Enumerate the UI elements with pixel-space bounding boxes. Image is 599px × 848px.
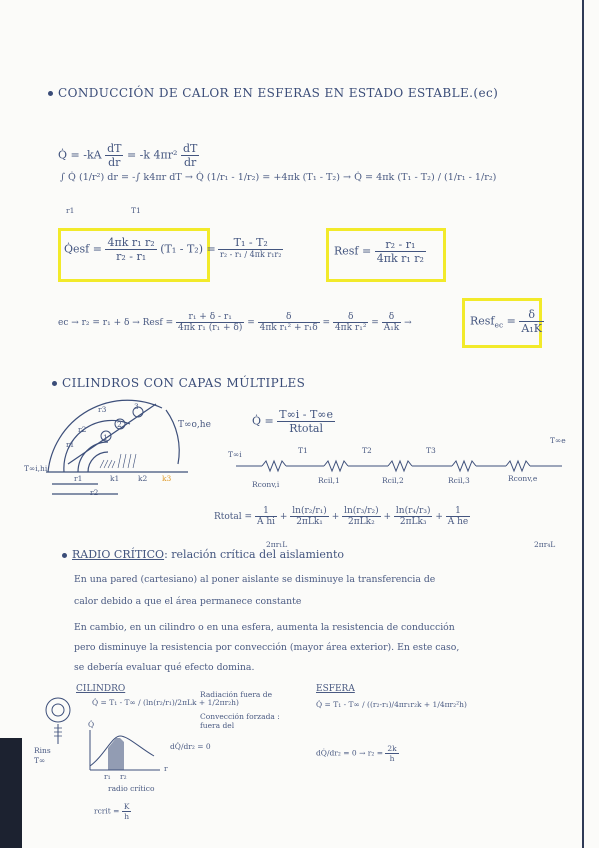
- chain-node-t2: T2: [362, 446, 372, 455]
- page-edge-line: [582, 0, 584, 848]
- equation-thin-shell: ec → r₂ = r₁ + δ → Resf = $\frac{\text{r₁ + δ - r₁}}{\text{4πk r₁ (r₁ + δ)}}$ = $\frac{\delta}{\text{4πk r₁² + r₁δ}}$ = $\frac{\delta}{\text{4πk r₁²}}$ = $\frac{\delta}{\text{A₁k}}$ →: [58, 312, 412, 333]
- label-k3: k3: [162, 474, 172, 483]
- term5-area: 2πr₄L: [534, 540, 556, 549]
- integral-limit: r1: [66, 206, 75, 215]
- equation-resf: Resf = $\frac{\text{r₂ - r₁}}{\text{4πk r₁ r₂}}$: [334, 238, 424, 265]
- label-axis-r1: r1: [74, 474, 83, 483]
- paragraph-1-line-2: calor debido a que el área permanece constante: [74, 596, 302, 607]
- equation-thin-shell-result: Resf$_{ec}$ = $\frac{\delta}{\text{A₁K}}$: [470, 308, 542, 335]
- paragraph-2-line-1: En cambio, en un cilindro o en una esfera, aumenta la resistencia de conducción: [74, 622, 455, 633]
- paragraph-2-line-3: se debería evaluar qué efecto domina.: [74, 662, 255, 673]
- label-layer-3: 3: [134, 402, 139, 411]
- chain-r-conv-i: Rconv,i: [252, 480, 280, 489]
- label-r1: r1: [66, 440, 75, 449]
- section-1-title: CONDUCCIÓN DE CALOR EN ESFERAS EN ESTADO ESTABLE.(ec): [48, 86, 498, 100]
- label-layer-2: 2: [117, 420, 122, 429]
- cylinder-cross-section-icon: [36, 694, 80, 748]
- sphere-heat-equation: Q̇ = T₁ - T∞ / ((r₂-r₁)/4πr₁r₂k + 1/4πr₂²h): [316, 700, 467, 709]
- bullet-icon: [62, 553, 67, 558]
- label-layer-1: 1: [103, 433, 108, 442]
- chain-node-tinf-e: T∞e: [550, 436, 566, 445]
- cylinder-note-convection: Convección forzada : fuera del: [200, 712, 280, 730]
- label-inner-fluid: T∞i,hi: [24, 464, 48, 473]
- chain-r-conv-e: Rconv,e: [508, 474, 538, 483]
- term1-area: 2πr₁L: [266, 540, 288, 549]
- cylinder-heat-equation: Q̇ = T₁ - T∞ / (ln(r₂/r₁)/2πLk + 1/2πr₂h): [92, 698, 239, 707]
- chain-node-t1: T1: [298, 446, 308, 455]
- chain-r-cil-1: Rcil,1: [318, 476, 340, 485]
- section-2-title: CILINDROS CON CAPAS MÚLTIPLES: [52, 376, 305, 390]
- label-r2: r2: [78, 425, 87, 434]
- label-tinf: T∞: [34, 756, 46, 765]
- multilayer-cylinder-diagram: [38, 394, 208, 504]
- critical-radius-graph: [84, 726, 164, 776]
- equation-q-total: Q̇ = $\frac{T\infty i - T\infty e}{\text{Rtotal}}$: [252, 408, 333, 435]
- bullet-icon: [48, 91, 53, 96]
- paragraph-1-line-1: En una pared (cartesiano) al poner aislante se disminuye la transferencia de: [74, 574, 436, 585]
- label-axis-r2: r2: [90, 488, 99, 497]
- sphere-title: ESFERA: [316, 684, 355, 694]
- chain-r-cil-3: Rcil,3: [448, 476, 470, 485]
- cylinder-title: CILINDRO: [76, 684, 126, 694]
- equation-qesf-resistance: $\frac{\text{T₁ - T₂}}{\text{r₂ - r₁ / 4πk r₁r₂}}$: [220, 236, 282, 259]
- label-outer-fluid: T∞o,he: [178, 420, 211, 430]
- equation-integration: ∫ Q̇ (1/r²) dr = -∫ k4πr dT → Q̇ (1/r₁ - 1/r₂) = +4πk (T₁ - T₂) → Q̇ = 4πk (T₁ - T₂) / (1/r₁ - 1/r₂): [60, 172, 497, 183]
- graph-rc: r₂: [120, 772, 127, 781]
- bullet-icon: [52, 381, 57, 386]
- paragraph-2-line-2: pero disminuye la resistencia por convección (mayor área exterior). En este caso,: [74, 642, 460, 653]
- scan-shadow: [0, 738, 22, 848]
- cylinder-derivative: dQ̇/dr₂ = 0: [170, 742, 211, 751]
- equation-fourier: Q̇ = -kA $\frac{dT}{dr}$ = -k 4πr² $\frac{dT}{dr}$: [58, 142, 198, 169]
- label-r3: r3: [98, 405, 107, 414]
- thermal-resistance-chain: [232, 446, 582, 476]
- equation-rtotal: Rtotal = $\frac{1}{\text{A hi}}$ + $\frac{\text{ln(r₂/r₁)}}{\text{2πLk₁}}$ + $\frac{\text{ln(r₃/r₂)}}{\text{2πLk₂}}$ + $\frac{\text{ln(r₄/r₃)}}{\text{2πLk₃}}$ + $\frac{1}{\text{A he}}$: [214, 506, 469, 527]
- label-rins: Rins: [34, 746, 51, 755]
- chain-node-tinf-i: T∞i: [228, 450, 242, 459]
- label-k1: k1: [110, 474, 120, 483]
- graph-axis-r: r: [164, 764, 168, 773]
- chain-node-t3: T3: [426, 446, 436, 455]
- chain-r-cil-2: Rcil,2: [382, 476, 404, 485]
- label-radio-critico: radio crítico: [108, 784, 155, 793]
- label-k2: k2: [138, 474, 148, 483]
- integral-limit: T1: [131, 206, 141, 215]
- sphere-derivative: dQ̇/dr₂ = 0 → r₂ = $\frac{2k}{h}$: [316, 744, 397, 763]
- equation-qesf: Q̇esf = $\frac{\text{4πk r₁ r₂}}{\text{r₂ - r₁}}$ (T₁ - T₂) =: [64, 236, 216, 263]
- section-3-title: RADIO CRÍTICO: relación crítica del aislamiento: [62, 548, 344, 561]
- cylinder-note-radiation: Radiación fuera de: [200, 690, 273, 699]
- equation-rcrit: rcrit = $\frac{K}{h}$: [94, 802, 130, 821]
- graph-r1: r₁: [104, 772, 111, 781]
- graph-axis-q: Q̇: [88, 720, 95, 729]
